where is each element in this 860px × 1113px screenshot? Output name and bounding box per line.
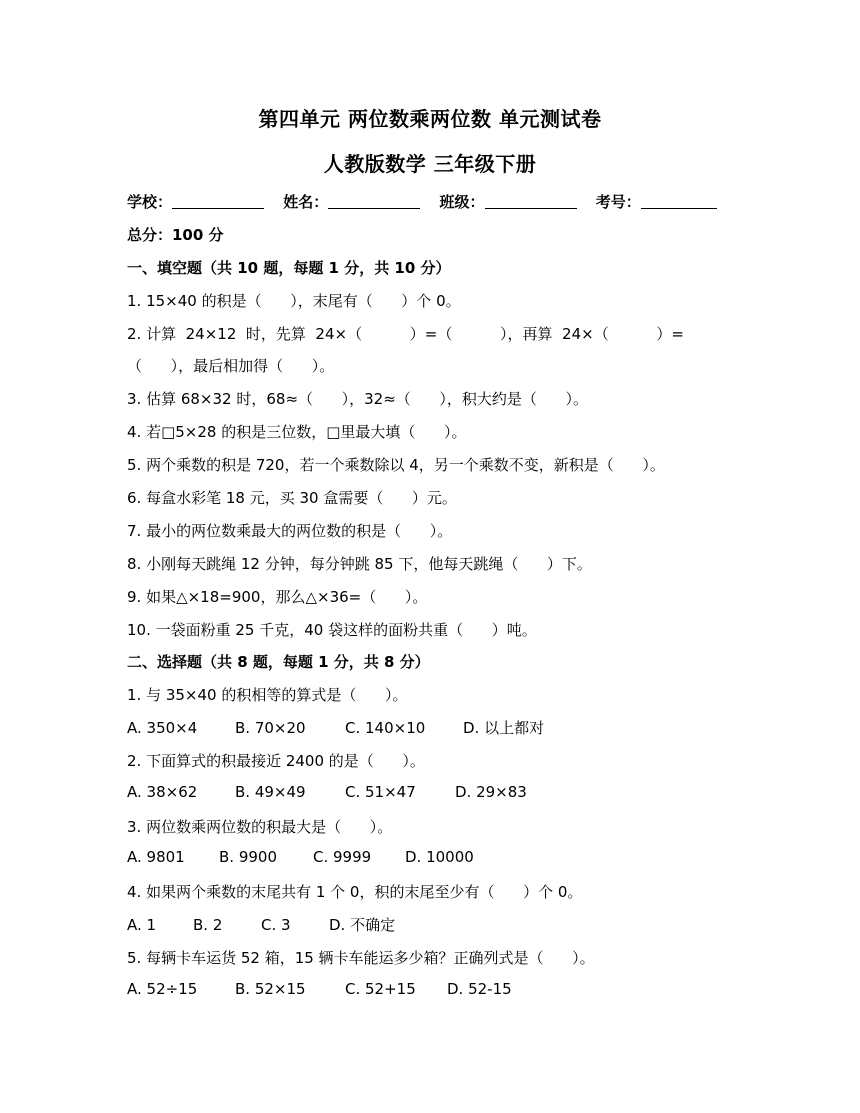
choice-question-3: 3. 两位数乘两位数的积最大是（ ）。 bbox=[127, 818, 393, 836]
school-blank[interactable] bbox=[172, 194, 264, 209]
option-d[interactable]: D. 10000 bbox=[405, 848, 474, 866]
school-label: 学校： bbox=[127, 193, 173, 211]
choice-question-2: 2. 下面算式的积最接近 2400 的是（ ）。 bbox=[127, 752, 425, 770]
option-a[interactable]: A. 1 bbox=[127, 916, 157, 934]
student-info-row bbox=[127, 191, 717, 212]
fill-question-3: 3. 估算 68×32 时，68≈（ ），32≈（ ），积大约是（ ）。 bbox=[127, 390, 588, 408]
fill-question-4: 4. 若□5×28 的积是三位数，□里最大填（ ）。 bbox=[127, 423, 467, 441]
option-b[interactable]: B. 70×20 bbox=[235, 719, 306, 737]
fill-question-2-line2: （ ），最后相加得（ ）。 bbox=[127, 357, 335, 375]
option-d[interactable]: D. 以上都对 bbox=[463, 719, 545, 737]
choice-options-4 bbox=[127, 914, 395, 935]
section1-heading: 一、填空题（共 10 题，每题 1 分，共 10 分） bbox=[127, 259, 451, 277]
fill-question-7: 7. 最小的两位数乘最大的两位数的积是（ ）。 bbox=[127, 522, 453, 540]
exam-no-label: 考号： bbox=[595, 193, 641, 211]
choice-question-1: 1. 与 35×40 的积相等的算式是（ ）。 bbox=[127, 686, 408, 704]
name-label: 姓名： bbox=[283, 193, 329, 211]
fill-question-10: 10. 一袋面粉重 25 千克，40 袋这样的面粉共重（ ）吨。 bbox=[127, 621, 537, 639]
option-b[interactable]: B. 52×15 bbox=[235, 980, 306, 998]
choice-options-1 bbox=[127, 717, 544, 738]
section2-heading: 二、选择题（共 8 题，每题 1 分，共 8 分） bbox=[127, 653, 430, 671]
option-a[interactable]: A. 52÷15 bbox=[127, 980, 198, 998]
choice-options-3 bbox=[127, 848, 474, 866]
class-blank[interactable] bbox=[485, 194, 577, 209]
option-d[interactable]: D. 不确定 bbox=[329, 916, 396, 934]
choice-question-4: 4. 如果两个乘数的末尾共有 1 个 0，积的末尾至少有（ ）个 0。 bbox=[127, 883, 583, 901]
name-blank[interactable] bbox=[328, 194, 420, 209]
fill-question-5: 5. 两个乘数的积是 720，若一个乘数除以 4，另一个乘数不变，新积是（ ）。 bbox=[127, 456, 665, 474]
fill-question-1: 1. 15×40 的积是（ ），末尾有（ ）个 0。 bbox=[127, 292, 461, 310]
exam-title: 第四单元 两位数乘两位数 单元测试卷 bbox=[258, 107, 602, 131]
choice-options-2 bbox=[127, 783, 527, 801]
option-b[interactable]: B. 9900 bbox=[219, 848, 278, 866]
total-score: 总分：100 分 bbox=[127, 226, 224, 244]
option-c[interactable]: C. 51×47 bbox=[345, 783, 416, 801]
option-c[interactable]: C. 52+15 bbox=[345, 980, 416, 998]
option-d[interactable]: D. 52-15 bbox=[447, 980, 512, 998]
exam-subtitle: 人教版数学 三年级下册 bbox=[323, 152, 537, 176]
option-d[interactable]: D. 29×83 bbox=[455, 783, 527, 801]
fill-question-9: 9. 如果△×18=900，那么△×36=（ ）。 bbox=[127, 588, 428, 606]
fill-question-2-line1: 2. 计算 24×12 时，先算 24×（ ）=（ ），再算 24×（ ）= bbox=[127, 325, 684, 343]
option-b[interactable]: B. 49×49 bbox=[235, 783, 306, 801]
choice-question-5: 5. 每辆卡车运货 52 箱，15 辆卡车能运多少箱？正确列式是（ ）。 bbox=[127, 949, 595, 967]
option-c[interactable]: C. 140×10 bbox=[345, 719, 426, 737]
option-a[interactable]: A. 350×4 bbox=[127, 719, 198, 737]
option-a[interactable]: A. 38×62 bbox=[127, 783, 198, 801]
option-c[interactable]: C. 9999 bbox=[313, 848, 372, 866]
option-c[interactable]: C. 3 bbox=[261, 916, 291, 934]
fill-question-6: 6. 每盒水彩笔 18 元，买 30 盒需要（ ）元。 bbox=[127, 489, 457, 507]
exam-no-blank[interactable] bbox=[641, 194, 717, 209]
fill-question-8: 8. 小刚每天跳绳 12 分钟，每分钟跳 85 下，他每天跳绳（ ）下。 bbox=[127, 555, 592, 573]
choice-options-5 bbox=[127, 980, 512, 998]
option-a[interactable]: A. 9801 bbox=[127, 848, 185, 866]
class-label: 班级： bbox=[439, 193, 485, 211]
option-b[interactable]: B. 2 bbox=[193, 916, 223, 934]
